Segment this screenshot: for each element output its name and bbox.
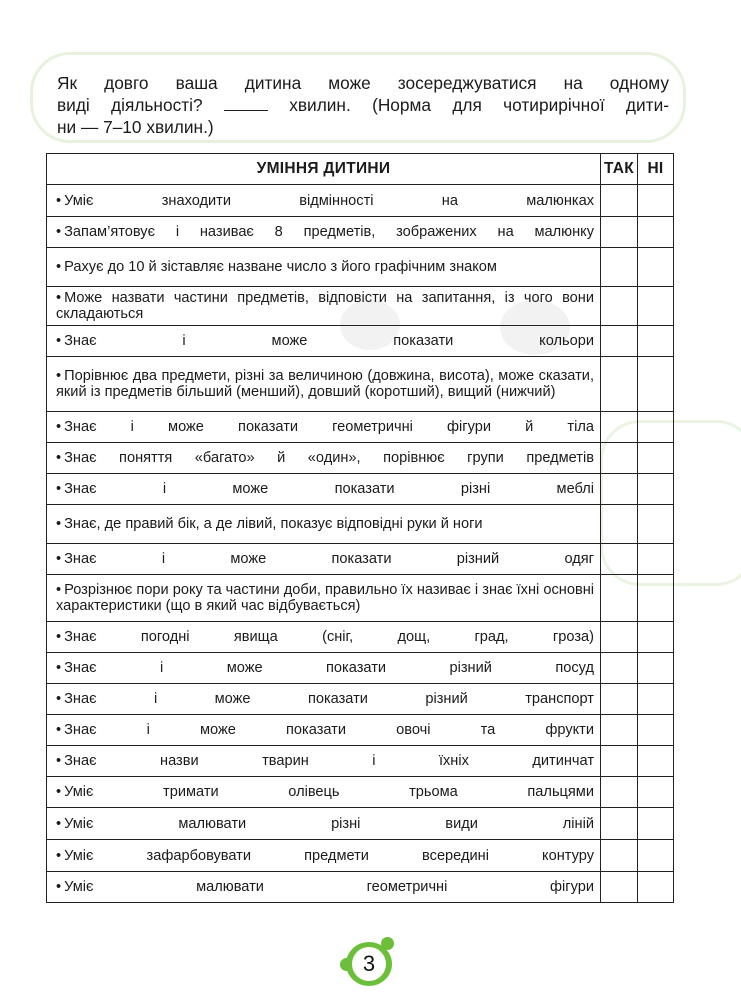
skill-cell (47, 357, 601, 412)
skill-text: Уміє малювати геометричні фігури (64, 879, 594, 895)
yes-checkbox-cell[interactable] (601, 575, 638, 622)
bullet: • (56, 879, 62, 895)
intro-line-2 (57, 94, 669, 116)
skill-cell (47, 653, 601, 684)
skill-text: Знає і може показати різні меблі (64, 481, 594, 497)
no-checkbox-cell[interactable] (638, 505, 674, 544)
no-checkbox-cell[interactable] (638, 544, 674, 575)
no-checkbox-cell[interactable] (638, 622, 674, 653)
yes-checkbox-cell[interactable] (601, 217, 638, 248)
skill-text: Уміє малювати різні види ліній (64, 815, 594, 832)
bullet: • (56, 722, 62, 738)
bullet: • (56, 629, 62, 645)
bullet: • (56, 516, 62, 532)
skill-cell (47, 840, 601, 872)
bullet: • (56, 784, 62, 800)
bullet: • (56, 192, 62, 209)
intro-paragraph (57, 72, 669, 138)
skills-checklist-table (46, 153, 674, 903)
no-checkbox-cell[interactable] (638, 840, 674, 872)
bullet: • (56, 551, 62, 567)
yes-checkbox-cell[interactable] (601, 412, 638, 443)
skill-text: Знає і може показати кольори (64, 333, 594, 349)
yes-checkbox-cell[interactable] (601, 746, 638, 777)
no-checkbox-cell[interactable] (638, 746, 674, 777)
bullet: • (56, 582, 62, 598)
table-row (47, 653, 674, 684)
skill-cell (47, 185, 601, 217)
skill-cell (47, 777, 601, 808)
table-row (47, 872, 674, 903)
skill-text: Уміє знаходити відмінності на малюнках (64, 192, 594, 209)
no-checkbox-cell[interactable] (638, 715, 674, 746)
table-row (47, 474, 674, 505)
intro-line-3: ни — 7–10 хвилин.) (57, 117, 214, 137)
no-checkbox-cell[interactable] (638, 575, 674, 622)
bullet: • (56, 660, 62, 676)
yes-checkbox-cell[interactable] (601, 326, 638, 357)
no-checkbox-cell[interactable] (638, 777, 674, 808)
no-checkbox-cell[interactable] (638, 653, 674, 684)
skill-text: Може назвати частини предметів, відповісти на запитання, із чого вони складаються (56, 290, 594, 322)
skill-text: Знає поняття «багато» й «один», порівнює групи предметів (64, 450, 594, 466)
no-checkbox-cell[interactable] (638, 872, 674, 903)
bullet: • (56, 333, 62, 349)
skill-text: Уміє зафарбовувати предмети всередині контуру (64, 847, 594, 864)
skill-cell (47, 544, 601, 575)
skill-text: Знає назви тварин і їхніх дитинчат (64, 753, 594, 769)
bullet: • (56, 691, 62, 707)
skill-cell (47, 808, 601, 840)
bullet: • (56, 419, 62, 435)
skill-text: Розрізнює пори року та частини доби, правильно їх називає і знає їхні основні характеристики (що в який час відбувається) (56, 582, 594, 614)
yes-checkbox-cell[interactable] (601, 777, 638, 808)
table-row (47, 357, 674, 412)
yes-checkbox-cell[interactable] (601, 443, 638, 474)
skill-text: Запам’ятовує і називає 8 предметів, зображених на малюнку (64, 224, 594, 240)
skill-cell (47, 412, 601, 443)
table-row (47, 684, 674, 715)
bullet: • (56, 753, 62, 769)
yes-checkbox-cell[interactable] (601, 715, 638, 746)
yes-checkbox-cell[interactable] (601, 287, 638, 326)
header-no: НІ (638, 154, 674, 185)
skill-cell (47, 505, 601, 544)
yes-checkbox-cell[interactable] (601, 808, 638, 840)
yes-checkbox-cell[interactable] (601, 872, 638, 903)
skill-text: Знає, де правий бік, а де лівий, показує відповідні руки й ноги (64, 516, 483, 532)
bullet: • (56, 847, 62, 864)
table-row (47, 622, 674, 653)
skill-cell (47, 715, 601, 746)
header-yes: ТАК (601, 154, 638, 185)
skill-cell (47, 248, 601, 287)
table-row (47, 544, 674, 575)
no-checkbox-cell[interactable] (638, 412, 674, 443)
skill-text: Знає і може показати геометричні фігури й тіла (64, 419, 594, 435)
yes-checkbox-cell[interactable] (601, 622, 638, 653)
table-row (47, 715, 674, 746)
skill-cell (47, 872, 601, 903)
bullet: • (56, 290, 62, 306)
bullet: • (56, 224, 62, 240)
intro-line-1: Як довго ваша дитина може зосереджуватися на одному (57, 73, 669, 93)
bullet: • (56, 368, 62, 384)
skill-text: Рахує до 10 й зіставляє назване число з його графічним знаком (64, 259, 497, 275)
skill-cell (47, 575, 601, 622)
table-row (47, 840, 674, 872)
intro-line-2-start: виді діяльності? (57, 95, 203, 115)
skill-text: Знає і може показати різний одяг (64, 551, 594, 567)
no-checkbox-cell[interactable] (638, 808, 674, 840)
skill-text: Знає і може показати різний посуд (64, 660, 594, 676)
yes-checkbox-cell[interactable] (601, 248, 638, 287)
skill-text: Знає і може показати овочі та фрукти (64, 722, 594, 738)
no-checkbox-cell[interactable] (638, 248, 674, 287)
bullet: • (56, 259, 62, 275)
no-checkbox-cell[interactable] (638, 684, 674, 715)
no-checkbox-cell[interactable] (638, 287, 674, 326)
skill-cell (47, 684, 601, 715)
bullet: • (56, 481, 62, 497)
yes-checkbox-cell[interactable] (601, 684, 638, 715)
skill-text: Знає і може показати різний транспорт (64, 691, 594, 707)
table-row (47, 746, 674, 777)
table-row (47, 326, 674, 357)
skill-cell (47, 746, 601, 777)
no-checkbox-cell[interactable] (638, 217, 674, 248)
no-checkbox-cell[interactable] (638, 443, 674, 474)
no-checkbox-cell[interactable] (638, 357, 674, 412)
yes-checkbox-cell[interactable] (601, 840, 638, 872)
intro-line-2-end: хвилин. (Норма для чотирирічної дити- (289, 95, 669, 115)
skill-cell (47, 443, 601, 474)
yes-checkbox-cell[interactable] (601, 653, 638, 684)
table-row (47, 248, 674, 287)
skill-cell (47, 622, 601, 653)
no-checkbox-cell[interactable] (638, 474, 674, 505)
table-row (47, 808, 674, 840)
table-row (47, 217, 674, 248)
skill-text: Знає погодні явища (сніг, дощ, град, гроза) (64, 629, 594, 645)
yes-checkbox-cell[interactable] (601, 474, 638, 505)
yes-checkbox-cell[interactable] (601, 505, 638, 544)
skill-text: Уміє тримати олівець трьома пальцями (64, 784, 594, 800)
no-checkbox-cell[interactable] (638, 326, 674, 357)
answer-blank[interactable] (224, 96, 268, 111)
yes-checkbox-cell[interactable] (601, 544, 638, 575)
page-number: 3 (362, 951, 376, 976)
header-skill: УМІННЯ ДИТИНИ (47, 154, 601, 185)
table-row (47, 287, 674, 326)
table-row (47, 185, 674, 217)
table-row (47, 505, 674, 544)
table-row (47, 575, 674, 622)
table-row (47, 443, 674, 474)
skill-cell (47, 287, 601, 326)
no-checkbox-cell[interactable] (638, 185, 674, 217)
page-number-badge (346, 942, 392, 986)
skill-cell (47, 474, 601, 505)
yes-checkbox-cell[interactable] (601, 185, 638, 217)
skill-text: Порівнює два предмети, різні за величиною (довжина, висота), може сказати, який із предметів більший (менший), довший (коротший), вищий (нижчий) (56, 368, 594, 400)
table-row (47, 412, 674, 443)
table-row (47, 777, 674, 808)
skill-cell (47, 326, 601, 357)
yes-checkbox-cell[interactable] (601, 357, 638, 412)
bullet: • (56, 450, 62, 466)
bullet: • (56, 815, 62, 832)
table-header-row (47, 154, 674, 185)
skill-cell (47, 217, 601, 248)
